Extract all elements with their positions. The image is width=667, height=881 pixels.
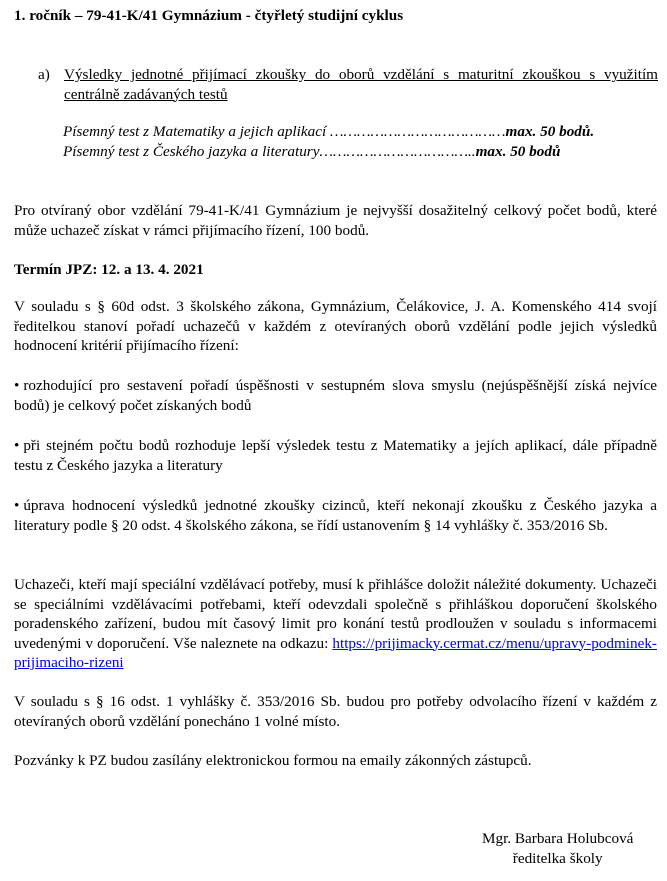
bullet-item-3 bbox=[14, 496, 657, 535]
section-a bbox=[38, 65, 658, 104]
paragraph-appeal: V souladu s § 16 odst. 1 vyhlášky č. 353/2016 Sb. budou pro potřeby odvolacího řízení v každém z otevíraných oborů vzdělání ponecháno 1 volné místo. bbox=[14, 693, 657, 730]
section-a-title: Výsledky jednotné přijímací zkoušky do oborů vzdělání s maturitní zkouškou s využitím centrálně zadávaných testů bbox=[64, 66, 658, 103]
bullet-text-1: rozhodující pro sestavení pořadí úspěšnosti v sestupném slova smyslu (nejúspěšnější získá nejvíce bodů) je celkový počet získaných bodů bbox=[14, 377, 657, 414]
paragraph-invitations: Pozvánky k PZ budou zasílány elektronickou formou na emaily zákonných zástupců. bbox=[14, 752, 532, 769]
signature-block bbox=[482, 829, 633, 868]
exam-term: Termín JPZ: 12. a 13. 4. 2021 bbox=[14, 261, 204, 278]
bullet-item-2 bbox=[14, 436, 657, 475]
paragraph-special-needs bbox=[14, 575, 657, 673]
test-row-czech bbox=[63, 142, 594, 162]
special-needs-text: Uchazeči, kteří mají speciální vzdělávací potřeby, musí k přihlášce doložit náležité dokumenty. Uchazeči se speciálními vzdělávacími potřebami, kteří odevzdali společně s přihláškou doporučení školského poradenského zařízení, budou mít časový limit pro konání testů prodloužen v souladu s informacemi uvedenými v doporučení. Vše naleznete na odkazu: bbox=[14, 576, 657, 652]
test-points-math: max. 50 bodů. bbox=[505, 123, 595, 140]
test-label-math: Písemný test z Matematiky a jejich aplikací ………………………………… bbox=[63, 123, 506, 140]
section-a-marker: a) bbox=[38, 66, 50, 83]
bullet-icon: • bbox=[14, 497, 20, 514]
bullet-icon: • bbox=[14, 437, 20, 454]
bullet-text-3: úprava hodnocení výsledků jednotné zkoušky cizinců, kteří nekonají zkoušku z Českého jazyka a literatury podle § 20 odst. 4 školského zákona, se řídí ustanovením § 14 vyhlášky č. 353/2016 Sb. bbox=[14, 497, 657, 534]
bullet-icon: • bbox=[14, 377, 20, 394]
signature-role: ředitelka školy bbox=[512, 849, 603, 867]
test-points-czech: max. 50 bodů bbox=[475, 142, 561, 160]
bullet-item-1 bbox=[14, 376, 657, 415]
test-row-math bbox=[63, 122, 594, 142]
tests-list bbox=[63, 122, 594, 161]
cermat-link[interactable]: https://prijimacky.cermat.cz/menu/upravy-podminek-prijimaciho-rizeni bbox=[14, 634, 657, 671]
paragraph-max-points: Pro otvíraný obor vzdělání 79-41-K/41 Gymnázium je nejvyšší dosažitelný celkový počet bodů, které může uchazeč získat v rámci přijímacího řízení, 100 bodů. bbox=[14, 202, 657, 239]
page-heading: 1. ročník – 79-41-K/41 Gymnázium - čtyřletý studijní cyklus bbox=[14, 7, 404, 24]
test-label-czech: Písemný test z Českého jazyka a literatury…………………………….. bbox=[63, 142, 476, 160]
paragraph-ranking: V souladu s § 60d odst. 3 školského zákona, Gymnázium, Čelákovice, J. A. Komenského 414 svojí ředitelkou stanoví pořadí uchazečů v každém z otevíraných oborů vzdělání podle jejich výsledků hodnocení kritérií přijímacího řízení: bbox=[14, 298, 657, 354]
signature-name: Mgr. Barbara Holubcová bbox=[482, 830, 634, 847]
bullet-text-2: při stejném počtu bodů rozhoduje lepší výsledek testu z Matematiky a jejích aplikací, dále případně testu z Českého jazyka a literatury bbox=[14, 437, 657, 474]
